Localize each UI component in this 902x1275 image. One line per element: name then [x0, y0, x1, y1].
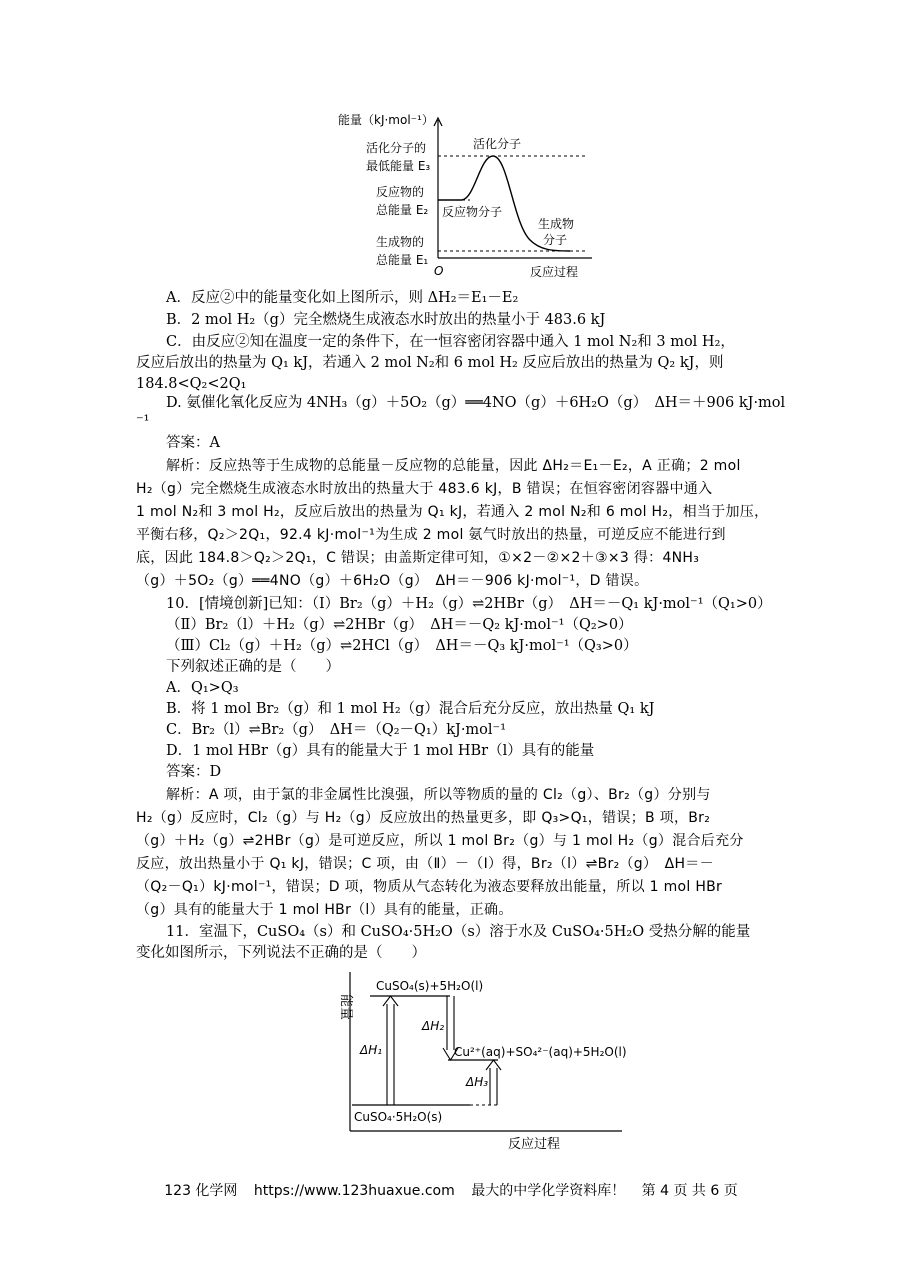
option-d-cont: ⁻¹: [136, 413, 150, 429]
solution-10-line: H₂（g）反应时，Cl₂（g）与 H₂（g）反应放出的热量更多，即 Q₃>Q₁，错误；B 项，Br₂: [136, 810, 711, 826]
y-axis-label: 能量: [338, 994, 353, 1021]
dh3-arrow: [486, 1060, 501, 1105]
product-label-line1: 生成物: [538, 217, 575, 231]
dh1-label: ΔH₁: [360, 1043, 383, 1057]
e3-label-line1: 活化分子的: [366, 141, 427, 155]
footer-url: https://www.123huaxue.com: [253, 1183, 455, 1199]
question-10-stem: 10．[情境创新]已知：（Ⅰ）Br₂（g）＋H₂（g）⇌2HBr（g） ΔH＝－Q₁ kJ·mol⁻¹（Q₁>0）: [166, 596, 772, 612]
solution-9-line: 底，因此 184.8＞Q₂＞2Q₁，C 错误；由盖斯定律可知，①×2－②×2＋③×3 得：4NH₃: [136, 550, 700, 566]
option-c: C．由反应②知在温度一定的条件下，在一恒容密闭容器中通入 1 mol N₂和 3 mol H₂，: [166, 334, 735, 350]
energy-diagram-activation: [330, 108, 600, 283]
x-axis-label: 反应过程: [530, 265, 579, 279]
solution-10-line: （g）＋H₂（g）⇌2HBr（g）是可逆反应，所以 1 mol Br₂（g）与 1 mol H₂（g）混合后充分: [136, 833, 744, 849]
dh3-label: ΔH₃: [466, 1075, 489, 1089]
footer-slogan: 最大的中学化学资料库！: [471, 1183, 626, 1199]
x-axis-label: 反应过程: [508, 1137, 561, 1152]
answer-9: 答案：A: [166, 435, 220, 451]
question-11-stem-cont: 变化如图所示，下列说法不正确的是（ ）: [136, 945, 426, 961]
solution-9-line: H₂（g）完全燃烧生成液态水时放出的热量大于 483.6 kJ，B 错误；在恒容密闭容器中通入: [136, 481, 713, 497]
reaction-iii: （Ⅲ）Cl₂（g）＋H₂（g）⇌2HCl（g） ΔH＝－Q₃ kJ·mol⁻¹（Q₃>0）: [166, 638, 638, 654]
origin-label: O: [434, 264, 444, 278]
reaction-ii: （Ⅱ）Br₂（l）＋H₂（g）⇌2HBr（g） ΔH＝－Q₂ kJ·mol⁻¹（Q₂>0）: [166, 617, 633, 633]
top-level-label: CuSO₄(s)+5H₂O(l): [376, 979, 484, 993]
answer-10: 答案：D: [166, 764, 222, 780]
y-axis-label: 能量（kJ·mol⁻¹）: [338, 113, 434, 127]
option-c-cont2: 184.8<Q₂<2Q₁: [136, 376, 247, 392]
reactant-label: 反应物分子: [442, 205, 503, 219]
solution-9-line: （g）＋5O₂（g）══4NO（g）＋6H₂O（g） ΔH＝－906 kJ·mol⁻¹，D 错误。: [136, 573, 649, 589]
solution-10-line: 反应，放出热量小于 Q₁ kJ，错误；C 项，由（Ⅱ）－（Ⅰ）得，Br₂（l）⇌Br₂（g） ΔH＝－: [136, 856, 714, 872]
solution-10-line: 解析：A 项，由于氯的非金属性比溴强，所以等物质的量的 Cl₂（g）、Br₂（g）分别与: [166, 787, 711, 803]
e3-label-line2: 最低能量 E₃: [366, 159, 431, 173]
bottom-level-label: CuSO₄·5H₂O(s): [354, 1110, 443, 1124]
option-c: C．Br₂（l）⇌Br₂（g） ΔH＝（Q₂－Q₁）kJ·mol⁻¹: [166, 722, 507, 738]
question-10-prompt: 下列叙述正确的是（ ）: [166, 659, 340, 675]
dh1-arrow: [383, 996, 398, 1105]
option-b: B．2 mol H₂（g）完全燃烧生成液态水时放出的热量小于 483.6 kJ: [166, 312, 606, 328]
option-a: A．反应②中的能量变化如上图所示，则 ΔH₂＝E₁－E₂: [166, 290, 519, 306]
energy-diagram-cuso4: [330, 968, 630, 1154]
e1-label-line1: 生成物的: [376, 235, 425, 249]
dh2-label: ΔH₂: [422, 1019, 445, 1033]
option-d: D．1 mol HBr（g）具有的能量大于 1 mol HBr（l）具有的能量: [166, 743, 595, 759]
mid-level-label: Cu²⁺(aq)+SO₄²⁻(aq)+5H₂O(l): [454, 1045, 627, 1059]
peak-label: 活化分子: [473, 137, 522, 151]
solution-9-line: 1 mol N₂和 3 mol H₂，反应后放出的热量为 Q₁ kJ，若通入 2 mol N₂和 6 mol H₂，相当于加压，: [136, 504, 769, 520]
option-a: A．Q₁>Q₃: [166, 680, 239, 696]
option-b: B．将 1 mol Br₂（g）和 1 mol H₂（g）混合后充分反应，放出热量 Q₁ kJ: [166, 701, 655, 717]
option-c-cont: 反应后放出的热量为 Q₁ kJ，若通入 2 mol N₂和 6 mol H₂ 反应后放出的热量为 Q₂ kJ，则: [136, 355, 724, 371]
solution-9-line: 平衡右移，Q₂＞2Q₁，92.4 kJ·mol⁻¹为生成 2 mol 氨气时放出的热量，可逆反应不能进行到: [136, 527, 726, 543]
footer-site: 123 化学网: [164, 1183, 238, 1199]
question-11-stem: 11．室温下，CuSO₄（s）和 CuSO₄·5H₂O（s）溶于水及 CuSO₄·5H₂O 受热分解的能量: [166, 924, 751, 940]
footer-page-number: 第 4 页 共 6 页: [641, 1183, 738, 1199]
solution-9-line: 解析：反应热等于生成物的总能量－反应物的总能量，因此 ΔH₂＝E₁－E₂，A 正确；2 mol: [166, 458, 741, 474]
solution-10-line: （g）具有的能量大于 1 mol HBr（l）具有的能量，正确。: [136, 902, 513, 918]
e1-label-line2: 总能量 E₁: [376, 253, 429, 267]
solution-10-line: （Q₂－Q₁）kJ·mol⁻¹，错误；D 项，物质从气态转化为液态要释放出能量，所以 1 mol HBr: [136, 879, 723, 895]
e2-label-line2: 总能量 E₂: [376, 203, 429, 217]
product-label-line2: 分子: [543, 233, 568, 247]
e2-label-line1: 反应物的: [376, 185, 425, 199]
page-footer: [0, 1180, 902, 1200]
option-d: D. 氨催化氧化反应为 4NH₃（g）＋5O₂（g）══4NO（g）＋6H₂O（g） ΔH＝＋906 kJ·mol: [166, 395, 786, 411]
